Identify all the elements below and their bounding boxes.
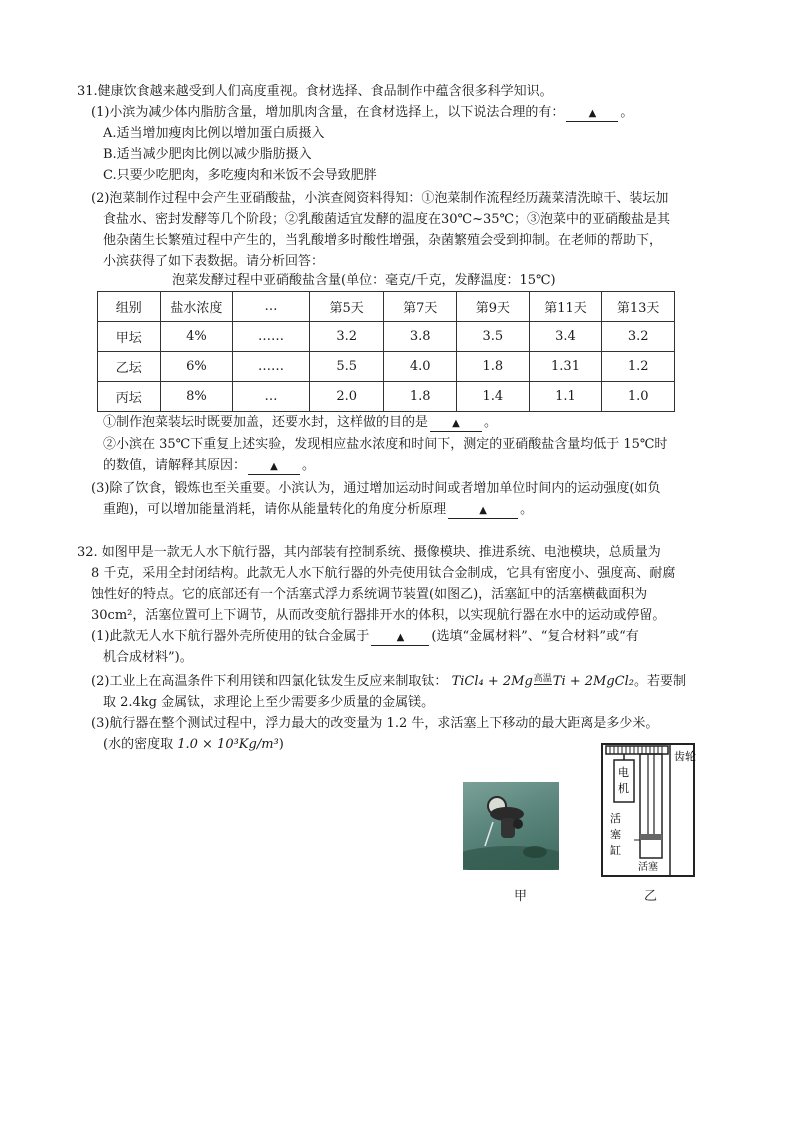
- q31-option-b: B.适当减少肥肉比例以减少脂肪摄入: [103, 147, 312, 162]
- table-cell: 1.0: [602, 382, 675, 412]
- table-cell: 甲坛: [98, 322, 161, 352]
- table-cell: 5.5: [309, 352, 384, 382]
- table-cell: 3.4: [529, 322, 602, 352]
- triangle-icon: ▲: [270, 461, 278, 472]
- table-cell: 8%: [160, 382, 233, 412]
- table-row: [98, 352, 675, 382]
- q31-part2-line4: 小滨获得了如下表数据。请分析回答：: [103, 254, 325, 269]
- q31-sub2-text: 的数值，请解释其原因：: [103, 458, 247, 473]
- triangle-icon: ▲: [588, 108, 597, 119]
- triangle-icon: ▲: [396, 632, 405, 643]
- q31-part3-line1: (3)除了饮食，锻炼也至关重要。小滨认为，通过增加运动时间或者增加单位时间内的运动强度(如负: [91, 481, 661, 496]
- q32-line1: 32. 如图甲是一款无人水下航行器，其内部装有控制系统、摄像模块、推进系统、电池模块，总质量为: [77, 545, 661, 560]
- equation-rhs: Ti + 2MgCl₂: [552, 674, 635, 689]
- q32-part1-text: (1)此款无人水下航行器外壳所使用的钛合金属于: [91, 629, 370, 644]
- piston-diagram: [596, 740, 700, 880]
- table-cell: 乙坛: [98, 352, 161, 382]
- table-cell: 1.8: [457, 352, 530, 382]
- q31-part2-line1: (2)泡菜制作过程中会产生亚硝酸盐，小滨查阅资料得知：①泡菜制作流程经历蔬菜清洗晾干、装坛加: [91, 191, 669, 206]
- q32-line3: 蚀性好的特点。它的底部还有一个活塞式浮力系统调节装置(如图乙)，活塞缸中的活塞横截面积为: [91, 587, 648, 602]
- equation-lhs: TiCl₄ + 2Mg: [451, 674, 533, 689]
- table-row: [98, 322, 675, 352]
- table-header-row: [98, 292, 675, 322]
- table-header: 第9天: [457, 292, 530, 322]
- table-cell: 1.31: [529, 352, 602, 382]
- punct: 。: [302, 458, 316, 473]
- table-cell: 4.0: [384, 352, 457, 382]
- piston-icon: [640, 834, 662, 840]
- label-cylinder-c: 缸: [610, 844, 621, 857]
- label-motor-a: 电: [618, 766, 629, 779]
- cylinder: [640, 754, 662, 858]
- equation-condition: 高温: [533, 674, 552, 684]
- q32-part3-text: (水的密度取: [103, 737, 174, 752]
- table-cell: 3.2: [309, 322, 384, 352]
- gear-bar-icon: [606, 746, 668, 754]
- q32-part1-line2: 机合成材料”)。: [103, 650, 193, 665]
- table-cell: 3.2: [602, 322, 675, 352]
- answer-blank[interactable]: [448, 503, 518, 519]
- q31-stem: 31.健康饮食越来越受到人们高度重视。食材选择、食品制作中蕴含很多科学知识。: [77, 84, 553, 99]
- table-header: 第7天: [384, 292, 457, 322]
- q32-part3-line2: [103, 736, 284, 754]
- q32-part1-choices: (选填“金属材料”、“复合材料”或“有: [431, 629, 639, 644]
- q32-part2-line1: [91, 673, 686, 691]
- table-cell: 丙坛: [98, 382, 161, 412]
- label-cylinder-b: 塞: [610, 828, 621, 841]
- q32-part1-line1: [91, 628, 639, 646]
- punct: 。: [484, 415, 498, 430]
- table-cell: ……: [233, 322, 310, 352]
- figure-caption-jia: 甲: [514, 889, 528, 904]
- answer-blank[interactable]: [371, 630, 429, 646]
- punct: 。: [520, 502, 534, 517]
- q31-part3-text: 重跑)，可以增加能量消耗，请你从能量转化的角度分析原理: [103, 502, 447, 517]
- label-motor-b: 机: [618, 782, 629, 795]
- table-caption: 泡菜发酵过程中亚硝酸盐含量(单位：毫克/千克，发酵温度：15℃): [172, 273, 556, 288]
- q31-sub1: [103, 414, 497, 432]
- q31-part1: [91, 104, 633, 122]
- q31-part3-line2: [103, 501, 533, 519]
- table-header: …: [233, 292, 310, 322]
- underwater-vehicle-photo: [463, 782, 559, 870]
- q32-part2-text: (2)工业上在高温条件下利用镁和四氯化钛发生反应来制取钛：: [91, 674, 448, 689]
- table-header: 第13天: [602, 292, 675, 322]
- answer-blank[interactable]: [248, 459, 300, 475]
- table-cell: 1.4: [457, 382, 530, 412]
- label-piston: 活塞: [638, 862, 658, 873]
- table-row: [98, 382, 675, 412]
- table-cell: 1.8: [384, 382, 457, 412]
- table-header: 第5天: [309, 292, 384, 322]
- table-cell: …: [233, 382, 310, 412]
- table-header: 组别: [98, 292, 161, 322]
- q32-part3-line1: (3)航行器在整个测试过程中，浮力最大的改变量为 1.2 牛，求活塞上下移动的最大距离是多少米。: [91, 716, 659, 731]
- table-cell: 4%: [160, 322, 233, 352]
- label-gear: 齿轮: [674, 750, 696, 763]
- answer-blank[interactable]: [566, 106, 618, 122]
- table-header: 第11天: [529, 292, 602, 322]
- nitrite-table: [97, 291, 675, 412]
- table-cell: 2.0: [309, 382, 384, 412]
- q32-line4: 30cm²，活塞位置可上下调节，从而改变航行器排开水的体积，以实现航行器在水中的运动或停留。: [91, 608, 666, 623]
- triangle-icon: ▲: [452, 418, 460, 429]
- q31-option-a: A.适当增加瘦肉比例以增加蛋白质摄入: [103, 126, 325, 141]
- punct: 。: [620, 105, 634, 120]
- q31-sub2-line1: ②小滨在 35℃下重复上述实验，发现相应盐水浓度和时间下，测定的亚硝酸盐含量均低于 15℃时: [103, 437, 668, 452]
- q32-line2: 8 千克，采用全封闭结构。此款无人水下航行器的外壳使用钛合金制成，它具有密度小、强度高、耐腐: [91, 566, 676, 581]
- q31-part2-line2: 食盐水、密封发酵等几个阶段；②乳酸菌适宜发酵的温度在30℃~35℃；③泡菜中的亚硝酸盐是其: [103, 212, 671, 227]
- underwater-vehicle-icon: [463, 782, 559, 870]
- table-header: 盐水浓度: [160, 292, 233, 322]
- table-cell: ……: [233, 352, 310, 382]
- table-cell: 3.8: [384, 322, 457, 352]
- figure-caption-yi: 乙: [644, 889, 658, 904]
- table-cell: 6%: [160, 352, 233, 382]
- table-cell: 1.2: [602, 352, 675, 382]
- punct: ): [278, 737, 284, 752]
- q31-sub1-text: ①制作泡菜装坛时既要加盖，还要水封，这样做的目的是: [103, 415, 429, 430]
- table-cell: 3.5: [457, 322, 530, 352]
- label-cylinder-a: 活: [610, 812, 621, 825]
- q31-sub2-line2: [103, 457, 315, 475]
- triangle-icon: ▲: [479, 505, 487, 516]
- water-density: 1.0 × 10³Kg/m³: [177, 737, 279, 752]
- q32-part2-line2: 取 2.4kg 金属钛，求理论上至少需要多少质量的金属镁。: [103, 695, 435, 710]
- answer-blank[interactable]: [430, 416, 482, 432]
- q31-part2-line3: 他杂菌生长繁殖过程中产生的，当乳酸增多时酸性增强，杂菌繁殖会受到抑制。在老师的帮助下，: [103, 233, 663, 248]
- q31-option-c: C.只要少吃肥肉，多吃瘦肉和米饭不会导致肥胖: [103, 168, 377, 183]
- q32-part2-tail: 。若要制: [634, 674, 687, 689]
- q31-part1-text: (1)小滨为减少体内脂肪含量，增加肌肉含量，在食材选择上，以下说法合理的有：: [91, 105, 565, 120]
- table-cell: 1.1: [529, 382, 602, 412]
